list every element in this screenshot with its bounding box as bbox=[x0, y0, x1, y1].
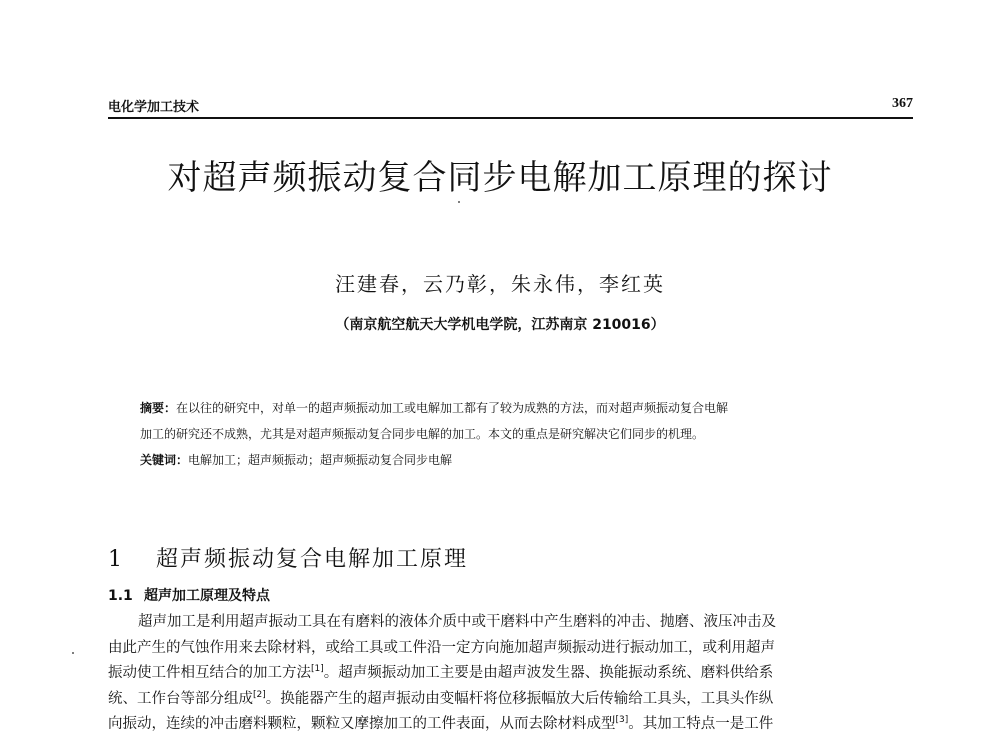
citation-ref: [2] bbox=[253, 689, 266, 700]
paper-title: 对超声频振动复合同步电解加工原理的探讨 bbox=[167, 158, 833, 198]
abstract-block bbox=[140, 395, 880, 473]
body-line: 超声加工是利用超声振动工具在有磨料的液体介质中或干磨料中产生磨料的冲击、抛磨、液压冲击及 bbox=[138, 614, 776, 630]
section-title: 超声频振动复合电解加工原理 bbox=[156, 547, 469, 572]
keywords-label: 关键词： bbox=[140, 453, 189, 467]
body-text: 向振动，连续的冲击磨料颗粒，颗粒又摩擦加工的工件表面，从而去除材料成型 bbox=[108, 716, 616, 732]
body-line: 由此产生的气蚀作用来去除材料，或给工具或工件沿一定方向施加超声频振动进行振动加工，或利用超声 bbox=[108, 639, 775, 656]
subsection-number: 1.1 bbox=[108, 588, 133, 604]
body-text: 振动使工件相互结合的加工方法 bbox=[108, 665, 311, 681]
body-text: 。其加工特点一是工件 bbox=[628, 716, 774, 732]
page-number: 367 bbox=[892, 96, 913, 111]
section-number: 1 bbox=[108, 547, 124, 572]
body-line bbox=[108, 712, 913, 738]
running-header bbox=[108, 94, 913, 116]
section-heading bbox=[108, 542, 468, 573]
abstract-text-2: 加工的研究还不成熟，尤其是对超声频振动复合同步电解的加工。本文的重点是研究解决它们同步的机理。 bbox=[140, 427, 705, 441]
body-text: 。超声频振动加工主要是由超声波发生器、换能振动系统、磨料供给系 bbox=[323, 665, 774, 681]
abstract-line bbox=[140, 395, 880, 421]
citation-ref: [1] bbox=[311, 664, 324, 675]
body-text: 。换能器产生的超声振动由变幅杆将位移振幅放大后传输给工具头，工具头作纵 bbox=[265, 690, 774, 707]
header-rule bbox=[108, 117, 913, 119]
abstract-text-1: 在以往的研究中，对单一的超声频振动加工或电解加工都有了较为成熟的方法，而对超声频振动复合电解 bbox=[176, 401, 729, 415]
journal-name: 电化学加工技术 bbox=[108, 100, 200, 115]
body-line bbox=[108, 661, 913, 687]
body-line bbox=[108, 687, 913, 713]
subsection-title: 超声加工原理及特点 bbox=[144, 588, 270, 604]
subsection-heading bbox=[108, 585, 270, 605]
citation-ref: [3] bbox=[615, 715, 629, 726]
authors: 汪建春，云乃彰，朱永伟，李红英 bbox=[335, 272, 665, 296]
abstract-line bbox=[140, 421, 880, 447]
keywords-text: 电解加工；超声频振动；超声频振动复合同步电解 bbox=[188, 453, 453, 467]
body-text: 统、工作台等部分组成 bbox=[108, 690, 253, 707]
abstract-label: 摘要： bbox=[140, 401, 177, 415]
affiliation: （南京航空航天大学机电学院，江苏南京 210016） bbox=[335, 317, 665, 333]
scan-speck bbox=[458, 201, 460, 203]
keywords-line bbox=[140, 447, 880, 473]
body-paragraph bbox=[108, 610, 913, 738]
scan-speck bbox=[72, 652, 74, 654]
